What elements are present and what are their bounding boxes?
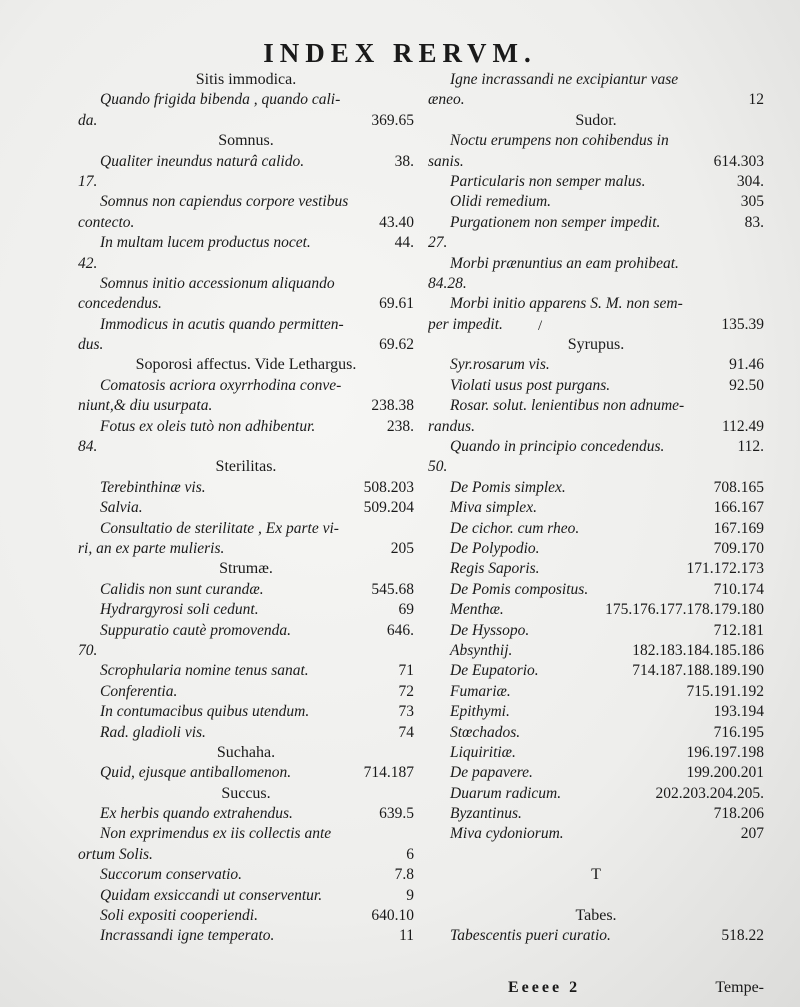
heading-text: Strumæ. — [219, 560, 273, 578]
page-reference: 305 — [740, 193, 764, 211]
index-entry-line — [78, 233, 414, 253]
index-entry-line — [428, 702, 764, 722]
page-reference: 69.62 — [379, 336, 414, 354]
entry-text: Hydrargyrosi soli cedunt. — [100, 601, 259, 619]
entry-text: concedendus. — [78, 295, 162, 313]
page-reference: 646. — [386, 621, 414, 639]
ink-slash-mark: / — [538, 318, 543, 334]
entry-text: Absynthij. — [450, 641, 513, 659]
index-entry-line — [78, 661, 414, 681]
index-entry-line — [78, 437, 414, 457]
index-entry-line — [428, 417, 764, 437]
entry-text: Tabescentis pueri curatio. — [450, 927, 611, 945]
entry-text: Noctu erumpens non cohibendus in — [450, 132, 669, 150]
index-entry-line — [428, 682, 764, 702]
entry-text: Violati usus post purgans. — [450, 376, 611, 394]
index-heading — [78, 559, 414, 579]
index-entry-line — [78, 396, 414, 416]
page-reference: 112.49 — [721, 417, 764, 435]
page-reference: 171.172.173 — [686, 560, 764, 578]
index-entry-line — [78, 906, 414, 926]
entry-text: Salvia. — [100, 499, 143, 517]
page-reference: 6 — [406, 845, 414, 863]
page-reference: 369.65 — [371, 111, 414, 129]
page-reference: 182.183.184.185.186 — [632, 641, 764, 659]
page-reference: 238. — [386, 417, 414, 435]
page-reference: 72 — [398, 682, 414, 700]
page-reference: 12 — [748, 91, 764, 109]
index-entry-line — [428, 274, 764, 294]
heading-text: T — [591, 866, 601, 884]
index-entry-line — [78, 824, 414, 844]
index-entry-line — [78, 519, 414, 539]
entry-text: Particularis non semper malus. — [450, 172, 646, 190]
page-reference: 304. — [736, 172, 764, 190]
entry-text: Olidi remedium. — [450, 193, 552, 211]
index-entry-line — [78, 682, 414, 702]
index-entry-line — [78, 335, 414, 355]
page-reference: 710.174 — [713, 580, 764, 598]
index-entry-line — [78, 845, 414, 865]
index-entry-line — [428, 70, 764, 90]
index-entry-line — [428, 804, 764, 824]
page-reference: 69 — [398, 601, 414, 619]
entry-text: Rad. gladioli vis. — [100, 723, 206, 741]
index-entry-line — [428, 478, 764, 498]
entry-text: contecto. — [78, 213, 135, 231]
entry-text: Quidam exsiccandi ut conserventur. — [100, 886, 323, 904]
entry-text: da. — [78, 111, 98, 129]
entry-text: 17. — [78, 172, 98, 190]
page-reference: 196.197.198 — [686, 743, 764, 761]
heading-text: Suchaha. — [216, 743, 276, 761]
index-entry-line — [428, 763, 764, 783]
index-entry-line — [428, 519, 764, 539]
page-reference: 135.39 — [721, 315, 764, 333]
page-reference: 714.187.188.189.190 — [632, 662, 764, 680]
index-entry-line — [428, 376, 764, 396]
entry-text: Morbi prænuntius an eam prohibeat. — [450, 254, 679, 272]
catchword: Tempe- — [715, 979, 764, 996]
index-entry-line — [78, 539, 414, 559]
page-reference: 193.194 — [713, 703, 764, 721]
index-entry-line — [428, 641, 764, 661]
entry-text: ortum Solis. — [78, 845, 153, 863]
index-entry-line — [428, 845, 764, 865]
entry-text: De cichor. cum rheo. — [450, 519, 580, 537]
entry-text: ri, an ex parte mulieris. — [78, 539, 225, 557]
page-reference: 74 — [398, 723, 414, 741]
page-title: INDEX RERVM. — [263, 38, 537, 68]
entry-text: dus. — [78, 336, 104, 354]
page-reference: 614.303 — [713, 152, 764, 170]
entry-text: Igne incrassandi ne excipiantur vase — [450, 71, 679, 88]
entry-text: Epithymi. — [450, 703, 510, 721]
index-entry-line — [428, 886, 764, 906]
index-entry-line — [78, 723, 414, 743]
index-entry-line — [428, 131, 764, 151]
entry-text: Duarum radicum. — [450, 784, 562, 802]
page-reference: 9 — [406, 886, 414, 904]
index-entry-line — [428, 294, 764, 314]
entry-text: æneo. — [428, 91, 465, 109]
index-entry-line — [428, 539, 764, 559]
entry-text: Immodicus in acutis quando permitten- — [100, 315, 344, 333]
entry-text: De Pomis compositus. — [450, 580, 589, 598]
index-entry-line — [78, 763, 414, 783]
index-entry-line — [428, 254, 764, 274]
index-entry-line — [78, 111, 414, 131]
index-entry-line — [78, 417, 414, 437]
page-reference: 167.169 — [713, 519, 764, 537]
entry-text: Scrophularia nomine tenus sanat. — [100, 662, 309, 680]
index-entry-line — [428, 192, 764, 212]
entry-text: Somnus initio accessionum aliquando — [100, 274, 335, 292]
heading-text: Tabes. — [575, 907, 617, 925]
entry-text: Consultatio de sterilitate , Ex parte vi- — [100, 519, 339, 537]
page-reference: 112. — [737, 438, 764, 456]
entry-text: De Eupatorio. — [450, 662, 539, 680]
heading-text: Soporosi affectus. Vide Lethargus. — [135, 356, 357, 374]
entry-text: Quid, ejusque antiballomenon. — [100, 764, 292, 782]
right-index-column — [428, 70, 764, 947]
index-entry-line — [78, 254, 414, 274]
entry-text: Succorum conservatio. — [100, 866, 243, 884]
index-entry-line — [78, 213, 414, 233]
index-entry-line — [428, 213, 764, 233]
index-entry-line — [78, 621, 414, 641]
page-reference: 509.204 — [363, 499, 414, 517]
entry-text: Menthæ. — [450, 601, 504, 619]
entry-text: Soli expositi cooperiendi. — [100, 907, 258, 925]
index-heading — [78, 743, 414, 763]
entry-text: 50. — [428, 458, 448, 476]
entry-text: Calidis non sunt curandæ. — [100, 580, 264, 598]
entry-text: De Hyssopo. — [450, 621, 530, 639]
entry-text: Qualiter ineundus naturâ calido. — [100, 152, 305, 170]
index-entry-line — [78, 172, 414, 192]
page-reference: 69.61 — [379, 295, 414, 313]
index-entry-line — [78, 702, 414, 722]
index-entry-line — [428, 355, 764, 375]
entry-text: Regis Saporis. — [450, 560, 540, 578]
index-entry-line — [78, 926, 414, 946]
index-entry-line — [428, 824, 764, 844]
index-entry-line — [428, 437, 764, 457]
left-index-column — [78, 70, 414, 947]
page-reference: 44. — [394, 234, 414, 252]
page-reference: 639.5 — [379, 805, 414, 823]
page-reference: 43.40 — [379, 213, 414, 231]
entry-text: per impedit. — [428, 315, 503, 333]
page-reference: 73 — [398, 703, 414, 721]
index-entry-line — [428, 152, 764, 172]
page-reference: 92.50 — [729, 376, 764, 394]
entry-text: Somnus non capiendus corpore vestibus — [100, 193, 349, 211]
index-entry-line — [78, 376, 414, 396]
heading-text: Sudor. — [575, 111, 617, 129]
index-entry-line — [428, 172, 764, 192]
index-entry-line — [78, 886, 414, 906]
page-reference: 714.187 — [363, 764, 414, 782]
page-reference: 207 — [740, 825, 764, 843]
page-reference: 91.46 — [729, 356, 764, 374]
heading-text: Succus. — [221, 784, 271, 802]
page-reference: 38. — [394, 152, 414, 170]
index-heading — [428, 335, 764, 355]
entry-text: 84.28. — [428, 274, 467, 292]
page-reference: 199.200.201 — [686, 764, 764, 782]
index-entry-line — [428, 559, 764, 579]
index-entry-line — [428, 661, 764, 681]
entry-text: Liquiritiæ. — [450, 743, 516, 761]
index-entry-line — [78, 192, 414, 212]
entry-text: sanis. — [428, 152, 464, 170]
page-reference: 708.165 — [713, 478, 764, 496]
index-entry-line — [78, 294, 414, 314]
entry-text: 70. — [78, 641, 98, 659]
entry-text: niunt,& diu usurpata. — [78, 397, 213, 415]
page-reference: 83. — [744, 213, 764, 231]
index-entry-line — [428, 315, 764, 335]
page-reference: 166.167 — [713, 499, 764, 517]
index-entry-line — [78, 315, 414, 335]
entry-text: 42. — [78, 254, 98, 272]
page-reference: 712.181 — [713, 621, 764, 639]
index-entry-line — [428, 600, 764, 620]
entry-text: Quando in principio concedendus. — [450, 438, 665, 456]
entry-text: 84. — [78, 438, 98, 456]
entry-text: Purgationem non semper impedit. — [450, 213, 661, 231]
heading-text: Syrupus. — [567, 336, 625, 354]
page-reference: 205 — [390, 539, 414, 557]
entry-text: Rosar. solut. lenientibus non adnume- — [450, 397, 685, 415]
entry-text: Fumariæ. — [450, 682, 511, 700]
page-reference: 508.203 — [363, 478, 414, 496]
entry-text: Morbi initio apparens S. M. non sem- — [450, 295, 683, 313]
index-heading — [78, 784, 414, 804]
page-reference: 718.206 — [713, 805, 764, 823]
entry-text: Miva cydoniorum. — [450, 825, 564, 843]
index-heading — [78, 131, 414, 151]
index-entry-line — [428, 723, 764, 743]
entry-text: Incrassandi igne temperato. — [100, 927, 275, 945]
entry-text: In multam lucem productus nocet. — [100, 234, 311, 252]
entry-text: Conferentia. — [100, 682, 178, 700]
entry-text: De papavere. — [450, 764, 533, 782]
entry-text: Ex herbis quando extrahendus. — [100, 805, 293, 823]
index-entry-line — [428, 743, 764, 763]
page-reference: 7.8 — [394, 866, 414, 884]
page-reference: 202.203.204.205. — [655, 784, 764, 802]
signature-mark: Eeeee 2 — [508, 979, 581, 996]
entry-text: De Pomis simplex. — [450, 478, 566, 496]
entry-text: Suppuratio cautè promovenda. — [100, 621, 291, 639]
index-entry-line — [78, 152, 414, 172]
index-heading — [428, 906, 764, 926]
page-reference: 640.10 — [371, 907, 414, 925]
page-reference: 238.38 — [371, 397, 414, 415]
index-entry-line — [78, 498, 414, 518]
index-heading — [78, 457, 414, 477]
index-entry-line — [78, 274, 414, 294]
entry-text: Miva simplex. — [450, 499, 537, 517]
heading-text: Somnus. — [218, 132, 274, 150]
page-reference: 716.195 — [713, 723, 764, 741]
index-entry-line — [428, 498, 764, 518]
page-reference: 518.22 — [721, 927, 764, 945]
entry-text: De Polypodio. — [450, 539, 540, 557]
entry-text: Non exprimendus ex iis collectis ante — [100, 825, 332, 843]
index-entry-line — [78, 478, 414, 498]
page-footer — [428, 979, 764, 997]
entry-text: Comatosis acriora oxyrrhodina conve- — [100, 376, 342, 394]
index-entry-line — [428, 233, 764, 253]
entry-text: In contumacibus quibus utendum. — [100, 703, 310, 721]
index-entry-line — [78, 90, 414, 110]
index-entry-line — [428, 396, 764, 416]
entry-text: Fotus ex oleis tutò non adhibentur. — [100, 417, 316, 435]
entry-text: Stœchados. — [450, 723, 521, 741]
page-reference: 545.68 — [371, 580, 414, 598]
index-entry-line — [78, 641, 414, 661]
index-entry-line — [78, 600, 414, 620]
heading-text: Sterilitas. — [215, 458, 277, 476]
index-entry-line — [428, 457, 764, 477]
heading-text: Sitis immodica. — [195, 71, 297, 88]
entry-text: Quando frigida bibenda , quando cali- — [100, 91, 341, 109]
index-entry-line — [428, 784, 764, 804]
page-reference: 11 — [399, 927, 414, 945]
index-heading — [78, 355, 414, 375]
index-entry-line — [428, 90, 764, 110]
index-heading — [428, 865, 764, 885]
page-reference: 715.191.192 — [686, 682, 764, 700]
index-entry-line — [428, 621, 764, 641]
page-reference: 709.170 — [713, 539, 764, 557]
entry-text: 27. — [428, 234, 448, 252]
index-entry-line — [428, 580, 764, 600]
entry-text: randus. — [428, 417, 475, 435]
index-heading — [78, 70, 414, 90]
index-heading — [428, 111, 764, 131]
page-reference: 71 — [398, 662, 414, 680]
index-entry-line — [78, 804, 414, 824]
index-entry-line — [78, 865, 414, 885]
entry-text: Syr.rosarum vis. — [450, 356, 550, 374]
entry-text: Terebinthinæ vis. — [100, 478, 206, 496]
index-entry-line — [428, 926, 764, 946]
entry-text: Byzantinus. — [450, 805, 522, 823]
page-reference: 175.176.177.178.179.180 — [605, 601, 764, 619]
index-entry-line — [78, 580, 414, 600]
